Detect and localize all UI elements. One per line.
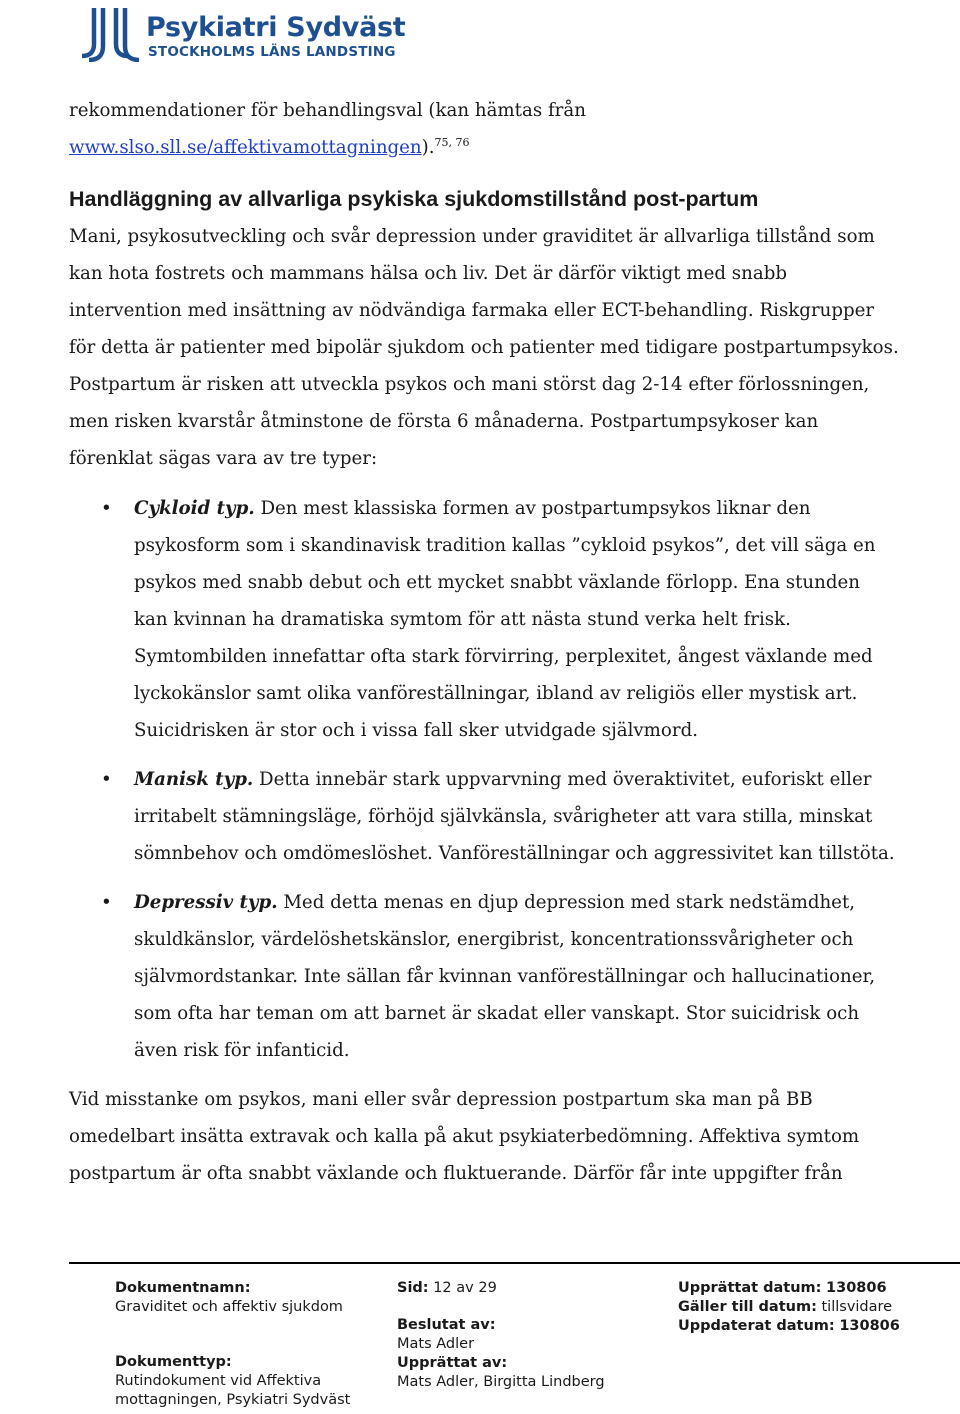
created-date-label: Upprättat datum: [678,1280,822,1296]
logo-subtitle: STOCKHOLMS LÄNS LANDSTING [148,44,396,60]
document-body [69,92,899,1192]
section-heading: Handläggning av allvarliga psykiska sjukdomstillstånd post-partum [69,187,759,211]
doc-name-value: Graviditet och affektiv sjukdom [115,1299,343,1315]
logo-title: Psykiatri Sydväst [146,12,406,43]
psychosis-type-list [69,490,899,1069]
list-item [69,761,899,872]
closing-paragraph: Vid misstanke om psykos, mani eller svår depression postpartum ska man på BB omedelbart insätta extravak och kalla på akut psykiaterbedömning. Affektiva symtom postpartum är ofta snabbt växlande och fluktuerande. Därför får inte uppgifter från [69,1089,860,1184]
created-date [678,1279,900,1298]
valid-until [678,1298,900,1317]
reference-superscript: 75, 76 [434,135,470,149]
footer-column-dates [678,1279,900,1336]
decided-by-label: Beslutat av: [397,1317,496,1333]
bullet-icon: • [101,892,112,913]
updated-date-label: Uppdaterat datum: [678,1318,835,1334]
bullet-icon: • [101,498,112,519]
logo-mark-icon [80,6,144,62]
updated-date-value: 130806 [839,1318,900,1334]
intro-tail: ). [421,137,435,158]
bullet-icon: • [101,769,112,790]
list-item-lead: Depressiv typ. [134,892,278,913]
created-by-label: Upprättat av: [397,1355,508,1371]
list-item [69,884,899,1069]
doc-name-label: Dokumentnamn: [115,1280,251,1296]
doc-type-value-1: Rutindokument vid Affektiva [115,1373,322,1389]
footer-column-approval [397,1279,605,1392]
list-item-text: Med detta menas en djup depression med stark nedstämdhet, skuldkänslor, värdelöshetskänslor, energibrist, koncentrationssvårigheter och självmordstankar. Inte sällan får kvinnan vanföreställningar och hallucinationer, som ofta har teman om att barnet är skadat eller vanskapt. Stor suicidrisk och även risk för infanticid. [134,892,876,1061]
page-value: 12 av 29 [433,1280,497,1296]
footer-column-document [115,1279,350,1410]
updated-date [678,1317,900,1336]
footer-divider [69,1262,960,1264]
list-item [69,490,899,749]
list-item-text: Detta innebär stark uppvarvning med överaktivitet, euforiskt eller irritabelt stämningsläge, förhöjd självkänsla, svårigheter att vara stilla, minskat sömnbehov och omdömeslöshet. Vanföreställningar och aggressivitet kan tillstöta. [134,769,895,864]
doc-type-value-2: mottagningen, Psykiatri Sydväst [115,1392,351,1408]
list-item-lead: Manisk typ. [134,769,254,790]
list-item-text: Den mest klassiska formen av postpartumpsykos liknar den psykosform som i skandinavisk tradition kallas ”cykloid psykos”, det vill säga en psykos med snabb debut och ett mycket snabbt växlande förlopp. Ena stunden kan kvinnan ha dramatiska symtom för att nästa stund verka helt frisk. Symtombilden innefattar ofta stark förvirring, perplexitet, ångest växlande med lyckokänslor samt olika vanföreställningar, ibland av religiös eller mystisk art. Suicidrisken är stor och i vissa fall sker utvidgade självmord. [134,498,876,741]
page-info [397,1279,605,1298]
doc-type-label: Dokumenttyp: [115,1354,232,1370]
affektiva-link[interactable]: www.slso.sll.se/affektivamottagningen [69,137,422,158]
main-paragraph: Mani, psykosutveckling och svår depression under graviditet är allvarliga tillstånd som kan hota fostrets och mammans hälsa och liv. Det är därför viktigt med snabb intervention med insättning av nödvändiga farmaka eller ECT-behandling. Riskgrupper för detta är patienter med bipolär sjukdom och patienter med tidigare postpartumpsykos. Postpartum är risken att utveckla psykos och mani störst dag 2-14 efter förlossningen, men risken kvarstår åtminstone de första 6 månaderna. Postpartumpsykoser kan förenklat sägas vara av tre typer: [69,226,899,469]
page-label: Sid: [397,1280,429,1296]
created-date-value: 130806 [826,1280,887,1296]
valid-until-label: Gäller till datum: [678,1299,817,1315]
list-item-lead: Cykloid typ. [134,498,255,519]
created-by-value: Mats Adler, Birgitta Lindberg [397,1374,605,1390]
valid-until-value: tillsvidare [821,1299,893,1315]
intro-paragraph [69,92,899,166]
decided-by-value: Mats Adler [397,1336,475,1352]
intro-text: rekommendationer för behandlingsval (kan hämtas från [69,100,586,121]
